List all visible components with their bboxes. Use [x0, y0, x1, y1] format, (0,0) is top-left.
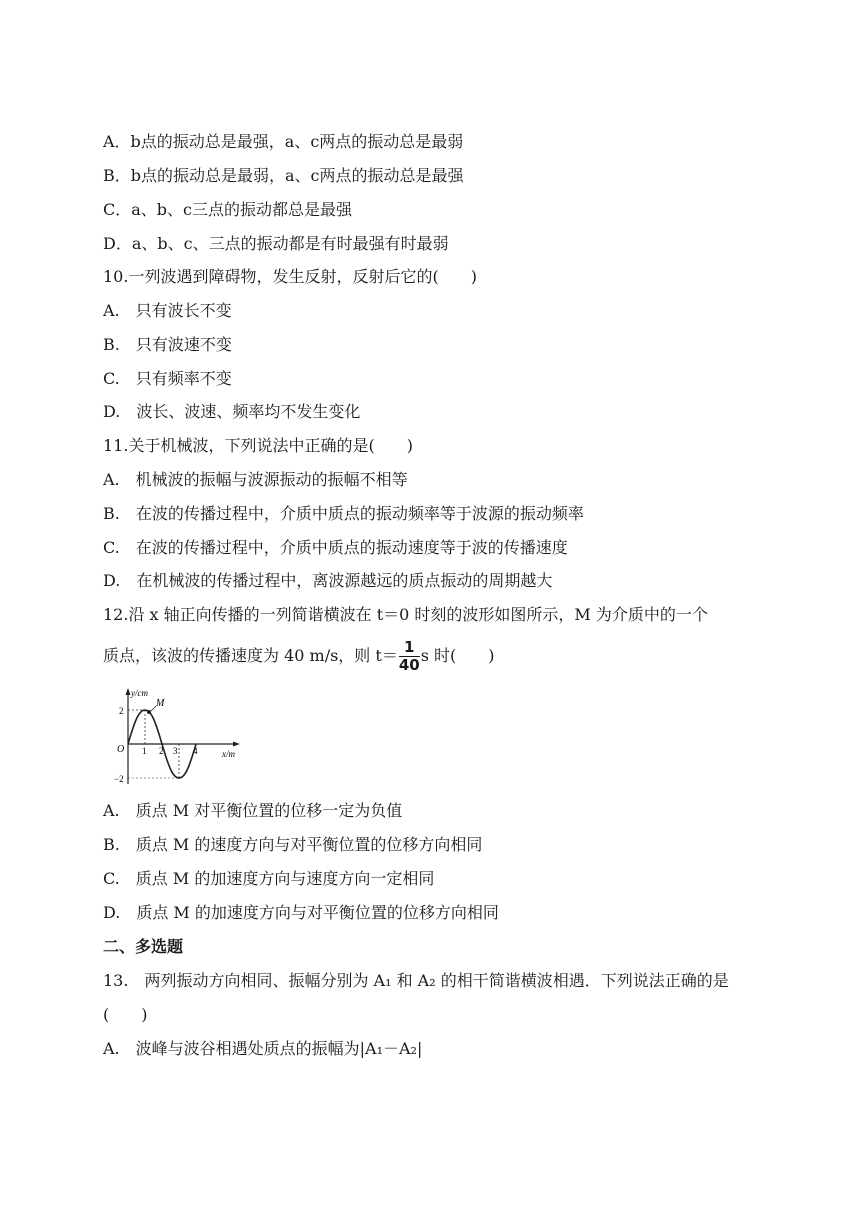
wave-figure — [108, 686, 248, 792]
question-12-line-2 — [103, 638, 763, 674]
question-12-text-after: s 时( ) — [420, 646, 495, 665]
option-9c: C．a、b、c三点的振动都总是最强 — [103, 200, 352, 219]
x-tick-label: 1 — [142, 746, 147, 756]
option-11c: C. 在波的传播过程中，介质中质点的振动速度等于波的传播速度 — [103, 538, 568, 557]
y-tick-label: −2 — [114, 774, 124, 784]
option-9b: B．b点的振动总是最弱，a、c两点的振动总是最强 — [103, 166, 464, 185]
option-13a: A. 波峰与波谷相遇处质点的振幅为|A₁－A₂| — [103, 1039, 423, 1058]
option-10d: D. 波长、波速、频率均不发生变化 — [103, 402, 361, 421]
question-13-line-1: 13. 两列振动方向相同、振幅分别为 A₁ 和 A₂ 的相干简谐横波相遇．下列说法正确的是 — [103, 971, 729, 990]
option-11d: D. 在机械波的传播过程中，离波源越远的质点振动的周期越大 — [103, 571, 553, 590]
option-9a: A．b点的振动总是最强，a、c两点的振动总是最弱 — [103, 132, 464, 151]
y-axis-arrow-icon — [126, 688, 131, 695]
option-11a: A. 机械波的振幅与波源振动的振幅不相等 — [103, 470, 408, 489]
option-10a: A. 只有波长不变 — [103, 301, 232, 320]
option-12c: C. 质点 M 的加速度方向与速度方向一定相同 — [103, 869, 435, 888]
option-12d: D. 质点 M 的加速度方向与对平衡位置的位移方向相同 — [103, 903, 499, 922]
question-10: 10.一列波遇到障碍物，发生反射，反射后它的( ) — [103, 267, 477, 286]
x-tick-label: 3 — [173, 746, 178, 756]
option-12b: B. 质点 M 的速度方向与对平衡位置的位移方向相同 — [103, 835, 483, 854]
option-11b: B. 在波的传播过程中，介质中质点的振动频率等于波源的振动频率 — [103, 504, 584, 523]
x-tick-label: 4 — [193, 746, 198, 756]
origin-label: O — [117, 744, 125, 755]
x-axis-arrow-icon — [233, 742, 240, 747]
question-12-line-1: 12.沿 x 轴正向传播的一列简谐横波在 t＝0 时刻的波形如图所示，M 为介质中的一个 — [103, 605, 708, 624]
y-axis-label: y/cm — [131, 688, 148, 698]
fraction-denominator: 40 — [398, 656, 420, 674]
time-fraction — [399, 640, 420, 673]
point-m-label: M — [156, 698, 165, 709]
question-13-line-2: ( ) — [103, 1005, 148, 1024]
option-9d: D．a、b、c、三点的振动都是有时最强有时最弱 — [103, 234, 449, 253]
question-12-text-before: 质点，该波的传播速度为 40 m/s，则 t＝ — [103, 646, 398, 665]
x-tick-label: 2 — [159, 746, 164, 756]
question-11: 11.关于机械波，下列说法中正确的是( ) — [103, 436, 413, 455]
fraction-numerator: 1 — [399, 640, 420, 657]
section-heading-multiple-choice: 二、多选题 — [103, 937, 184, 956]
option-12a: A. 质点 M 对平衡位置的位移一定为负值 — [103, 801, 403, 820]
option-10b: B. 只有波速不变 — [103, 335, 232, 354]
point-m-marker — [147, 710, 151, 714]
x-axis-label: x/m — [222, 749, 235, 759]
option-10c: C. 只有频率不变 — [103, 369, 232, 388]
y-tick-label: 2 — [119, 706, 124, 716]
